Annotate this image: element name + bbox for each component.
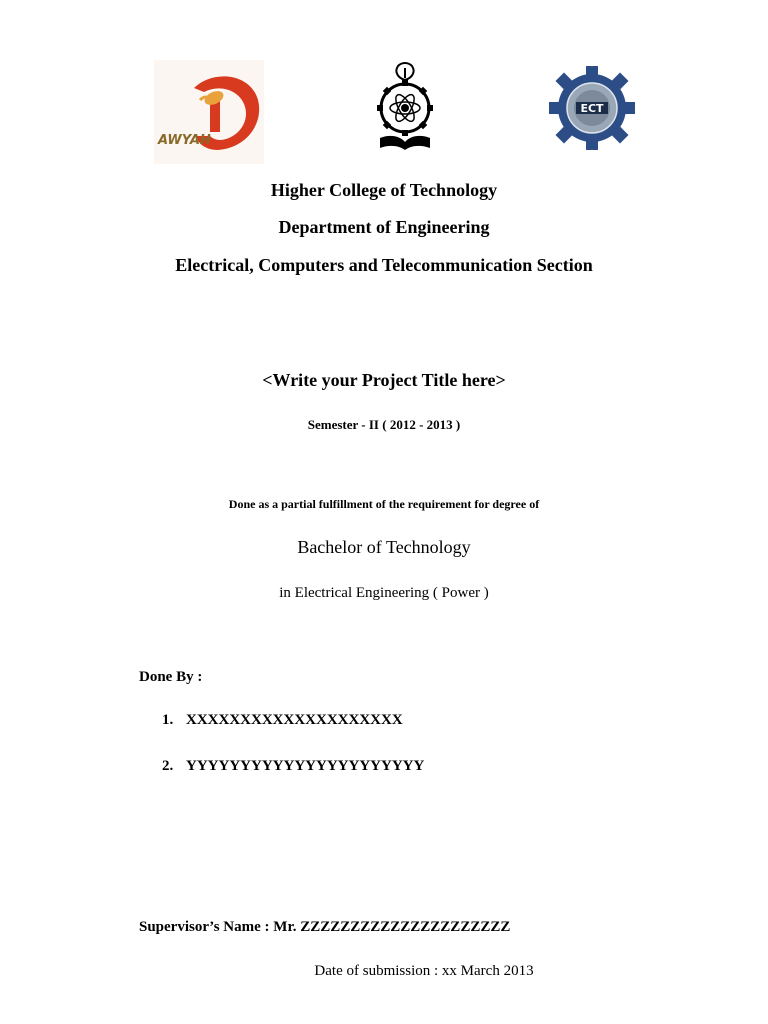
supervisor-line [139, 919, 510, 936]
team-member-name: XXXXXXXXXXXXXXXXXXXX [186, 712, 403, 728]
team-member-number: 2. [162, 758, 174, 774]
department-name: Department of Engineering [278, 217, 490, 237]
ect-gear-logo [549, 66, 635, 150]
college-emblem [372, 62, 438, 150]
ect-logo-text: ECT [580, 102, 604, 115]
program-name: in Electrical Engineering ( Power ) [279, 585, 489, 601]
degree-name: Bachelor of Technology [297, 537, 471, 557]
supervisor-label: Supervisor’s Name : [139, 919, 270, 935]
institution-name: Higher College of Technology [270, 180, 498, 200]
team-member-1 [162, 712, 403, 729]
fulfillment-statement: Done as a partial fulfillment of the requirement for degree of [228, 497, 540, 511]
done-by-label: Done By : [139, 669, 203, 685]
team-member-name: YYYYYYYYYYYYYYYYYYYYYY [186, 758, 425, 774]
supervisor-name: Mr. ZZZZZZZZZZZZZZZZZZZZZ [273, 919, 511, 935]
section-name: Electrical, Computers and Telecommunication Section [175, 255, 593, 275]
submission-date: Date of submission : xx March 2013 [314, 963, 534, 979]
awyah-logo-text: AWYAH [158, 133, 211, 148]
team-member-number: 1. [162, 712, 174, 728]
project-title-placeholder: <Write your Project Title here> [262, 370, 506, 390]
semester-label: Semester - II ( 2012 - 2013 ) [307, 417, 461, 432]
team-member-2 [162, 758, 424, 775]
awyah-logo [154, 60, 264, 164]
